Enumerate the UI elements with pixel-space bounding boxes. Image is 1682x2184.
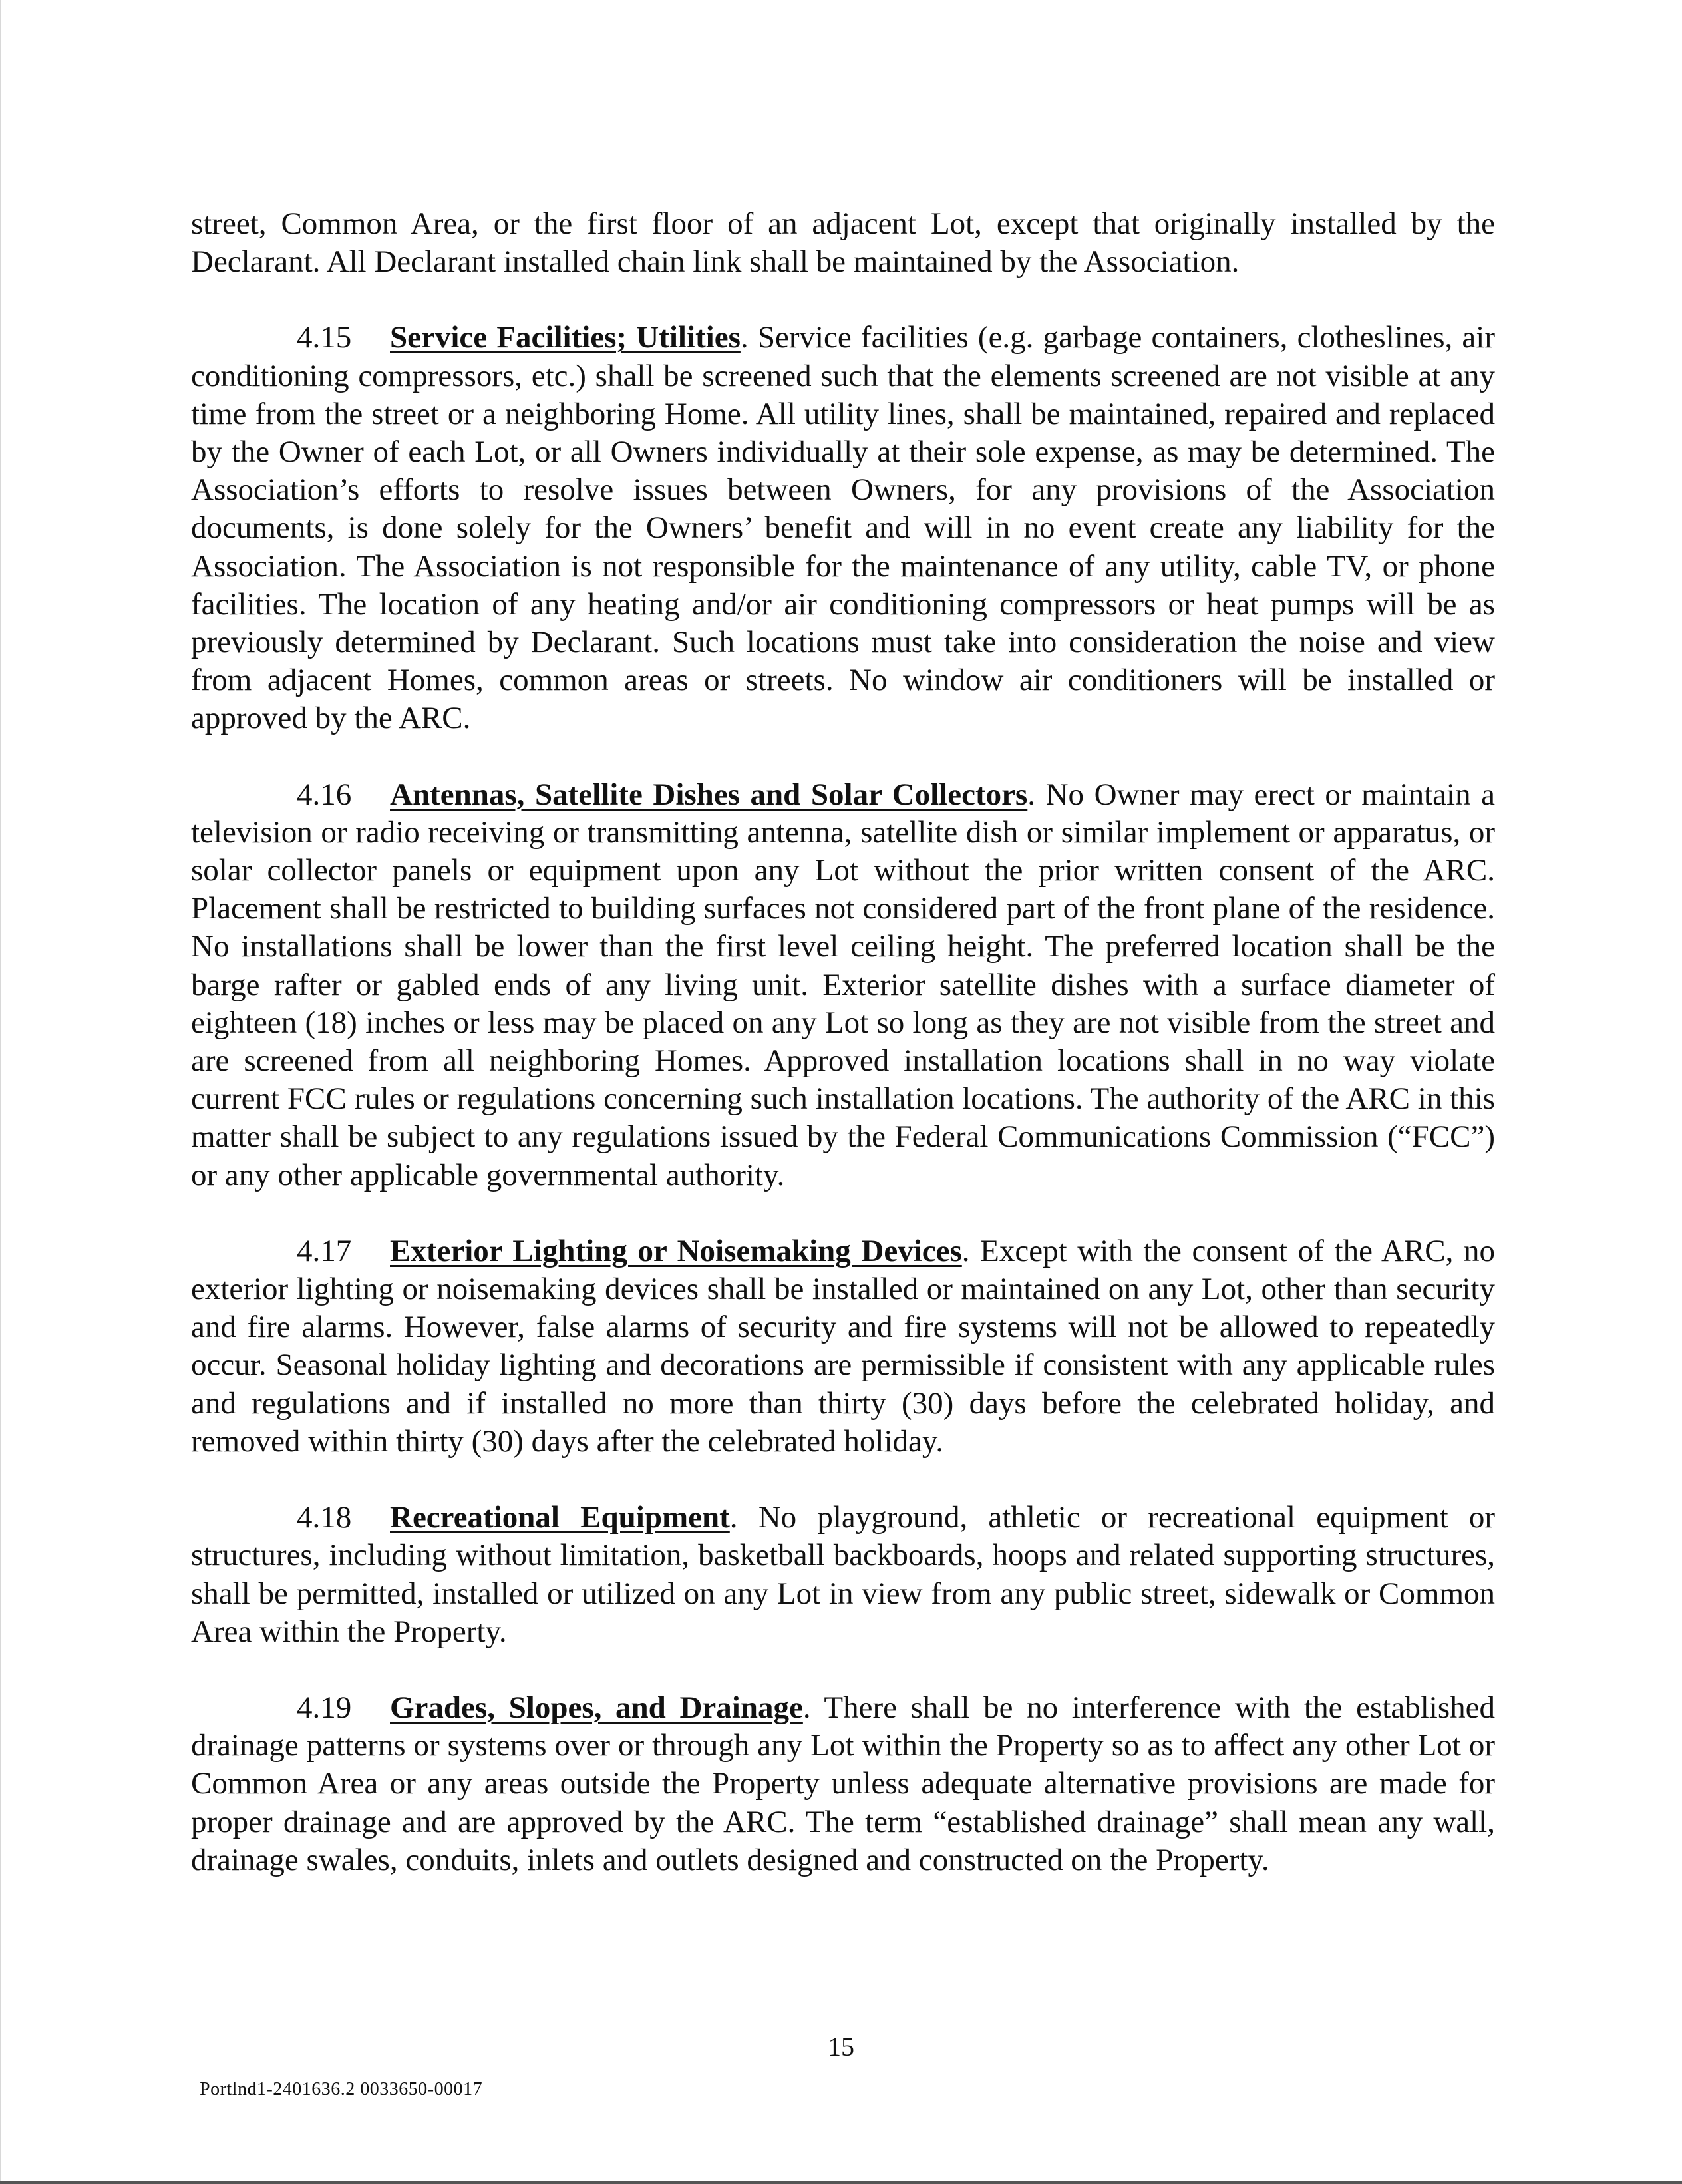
page-number: 15 [828,2032,854,2062]
section-number: 4.17 [297,1233,352,1268]
section-4-15 [191,319,1495,737]
section-body: . No playground, athletic or recreational equipment or structures, including without limitation, basketball backboards, hoops and related supporting structures, shall be permitted, installed or utilized on any Lot in view from any public street, sidewalk or Common Area within the Property. [191,1500,1495,1649]
section-4-18 [191,1499,1495,1651]
section-title: Grades, Slopes, and Drainage [390,1690,803,1725]
section-body: . No Owner may erect or maintain a television or radio receiving or transmitting antenna, satellite dish or similar implement or apparatus, or solar collector panels or equipment upon any Lot without the prior written consent of the ARC. Placement shall be restricted to building surfaces not considered part of the front plane of the residence. No installations shall be lower than the first level ceiling height. The preferred location shall be the barge rafter or gabled ends of any living unit. Exterior satellite dishes with a surface diameter of eighteen (18) inches or less may be placed on any Lot so long as they are not visible from the street and are screened from all neighboring Homes. Approved installation locations shall in no way violate current FCC rules or regulations concerning such installation locations. The authority of the ARC in this matter shall be subject to any regulations issued by the Federal Communications Commission (“FCC”) or any other applicable governmental authority. [191,777,1495,1192]
section-body: . Except with the consent of the ARC, no exterior lighting or noisemaking devices shall be installed or maintained on any Lot, other than security and fire alarms. However, false alarms of security and fire systems will not be allowed to repeatedly occur. Seasonal holiday lighting and decorations are permissible if consistent with any applicable rules and regulations and if installed no more than thirty (30) days before the celebrated holiday, and removed within thirty (30) days after the celebrated holiday. [191,1233,1496,1459]
scan-edge-bottom [0,2181,1682,2184]
document-id: Portlnd1-2401636.2 0033650-00017 [200,2079,483,2099]
section-number: 4.16 [297,777,352,812]
intro-paragraph: street, Common Area, or the first floor of an adjacent Lot, except that originally installed by the Declarant. All Declarant installed chain link shall be maintained by the Association. [191,206,1495,279]
section-title: Service Facilities; Utilities [390,320,741,355]
section-title: Antennas, Satellite Dishes and Solar Collectors [390,777,1028,812]
section-title: Exterior Lighting or Noisemaking Devices [390,1233,962,1268]
scan-edge-left [0,0,1,2184]
section-body: . Service facilities (e.g. garbage containers, clotheslines, air conditioning compressors, etc.) shall be screened such that the elements screened are not visible at any time from the street or a neighboring Home. All utility lines, shall be maintained, repaired and replaced by the Owner of each Lot, or all Owners individually at their sole expense, as may be determined. The Association’s efforts to resolve issues between Owners, for any provisions of the Association documents, is done solely for the Owners’ benefit and will in no event create any liability for the Association. The Association is not responsible for the maintenance of any utility, cable TV, or phone facilities. The location of any heating and/or air conditioning compressors or heat pumps will be as previously determined by Declarant. Such locations must take into consideration the noise and view from adjacent Homes, common areas or streets. No window air conditioners will be installed or approved by the ARC. [191,320,1495,736]
document-body [191,205,1495,1917]
section-4-19 [191,1689,1495,1879]
section-4-17 [191,1232,1495,1461]
section-number: 4.15 [297,320,352,355]
section-number: 4.18 [297,1500,352,1535]
section-body: . There shall be no interference with the established drainage patterns or systems over or through any Lot within the Property so as to affect any other Lot or Common Area or any areas outside the Property unless adequate alternative provisions are made for proper drainage and are approved by the ARC. The term “established drainage” shall mean any wall, drainage swales, conduits, inlets and outlets designed and constructed on the Property. [191,1690,1495,1877]
section-title: Recreational Equipment [390,1500,730,1535]
section-4-16 [191,776,1495,1194]
section-number: 4.19 [297,1690,352,1725]
